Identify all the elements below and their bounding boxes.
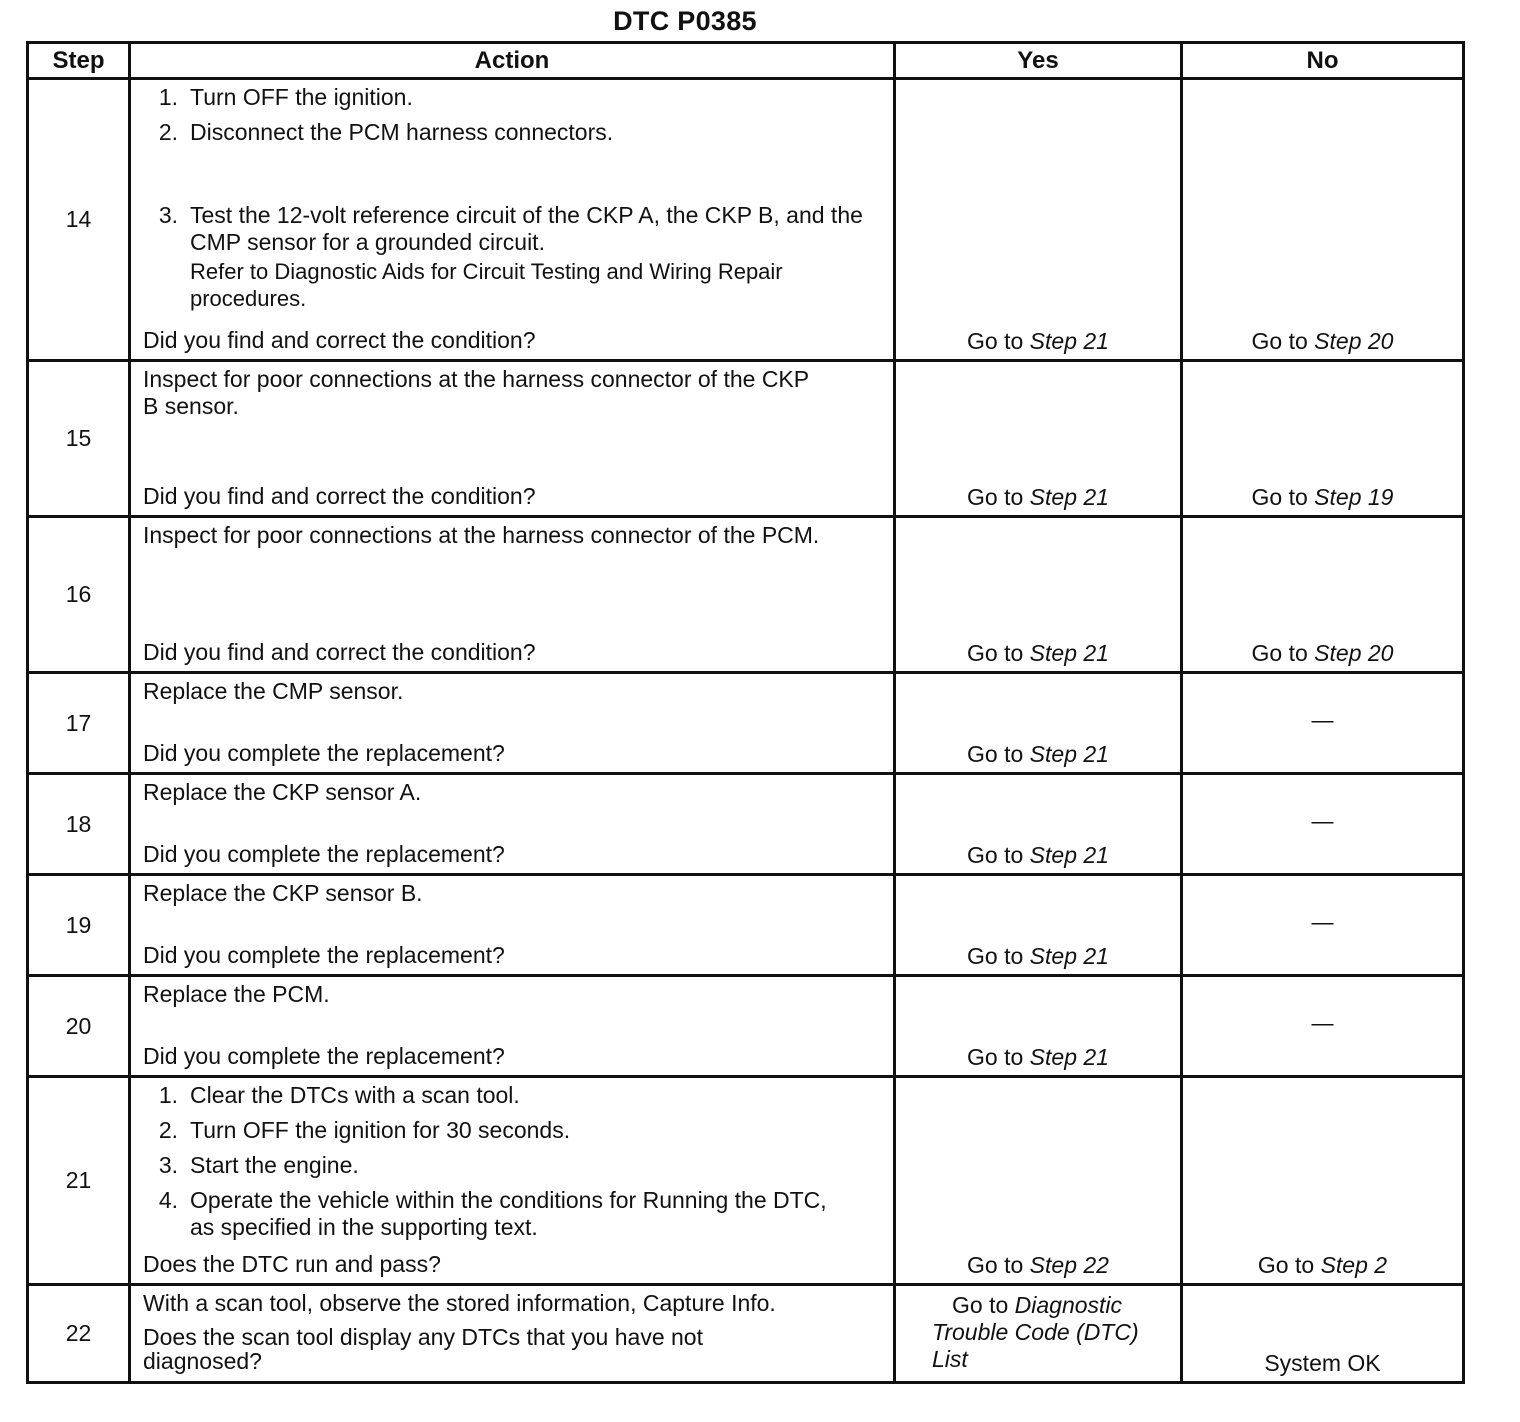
no-cell [1182, 517, 1464, 673]
step-number: 19 [28, 875, 130, 976]
yes-action: Go to Step 21 [967, 741, 1109, 767]
step-number: 18 [28, 774, 130, 875]
question-text: Did you find and correct the condition? [143, 327, 536, 353]
action-cell [130, 875, 895, 976]
action-text: Replace the CKP sensor A. [143, 779, 422, 805]
step-number: 17 [28, 673, 130, 774]
yes-cell [895, 1285, 1182, 1383]
action-text: Replace the CMP sensor. [143, 678, 404, 704]
yes-action: Go to Step 21 [967, 484, 1109, 510]
list-item: 2. Turn OFF the ignition for 30 seconds. [158, 1117, 571, 1143]
action-cell [130, 976, 895, 1077]
question-text: Does the DTC run and pass? [143, 1251, 441, 1277]
page-title: DTC P0385 [613, 6, 757, 36]
step-number: 22 [28, 1285, 130, 1383]
action-text: Inspect for poor connections at the harness connector of the CKP B sensor. [143, 366, 809, 419]
question-text: Did you complete the replacement? [143, 1043, 505, 1069]
header-no: No [1182, 43, 1464, 79]
table-row [28, 976, 1464, 1077]
list-item: 3. Start the engine. [158, 1152, 359, 1178]
header-row [28, 43, 1464, 79]
action-text: With a scan tool, observe the stored information, Capture Info. [143, 1290, 776, 1316]
list-item: 4. Operate the vehicle within the conditions for Running the DTC, as specified in the supporting text. [158, 1187, 827, 1240]
list-item: 3. Test the 12-volt reference circuit of the CKP A, the CKP B, and the CMP sensor for a grounded circuit. [158, 202, 863, 255]
yes-action: Go to Step 21 [967, 640, 1109, 666]
no-cell [1182, 1077, 1464, 1285]
action-text: Inspect for poor connections at the harness connector of the PCM. [143, 522, 820, 548]
yes-action: Go to Step 21 [967, 328, 1109, 354]
yes-cell [895, 875, 1182, 976]
note-text: Refer to Diagnostic Aids for Circuit Testing and Wiring Repair procedures. [190, 259, 783, 311]
question-text: Does the scan tool display any DTCs that you have not diagnosed? [143, 1324, 703, 1374]
step-number: 14 [28, 79, 130, 361]
action-cell [130, 1077, 895, 1285]
no-action: — [1311, 707, 1334, 733]
yes-cell [895, 517, 1182, 673]
yes-action: Go to Step 21 [967, 943, 1109, 969]
action-cell [130, 79, 895, 361]
no-action: Go to Step 19 [1251, 484, 1394, 510]
list-item: 2. Disconnect the PCM harness connectors. [158, 119, 614, 145]
no-action: — [1311, 1010, 1334, 1036]
no-action: Go to Step 2 [1257, 1252, 1388, 1278]
no-cell [1182, 875, 1464, 976]
yes-action: Go to Diagnostic Trouble Code (DTC) List [932, 1292, 1139, 1372]
no-cell [1182, 976, 1464, 1077]
step-number: 16 [28, 517, 130, 673]
table-row [28, 361, 1464, 517]
table-row [28, 1077, 1464, 1285]
table-row [28, 1285, 1464, 1383]
yes-cell [895, 79, 1182, 361]
step-number: 21 [28, 1077, 130, 1285]
action-text: Replace the CKP sensor B. [143, 880, 423, 906]
table-row [28, 79, 1464, 361]
action-cell [130, 517, 895, 673]
header-action: Action [130, 43, 895, 79]
no-cell [1182, 774, 1464, 875]
no-action: — [1311, 808, 1334, 834]
no-cell [1182, 1285, 1464, 1383]
yes-action: Go to Step 22 [967, 1252, 1109, 1278]
yes-cell [895, 774, 1182, 875]
yes-cell [895, 1077, 1182, 1285]
yes-action: Go to Step 21 [967, 842, 1109, 868]
no-action: Go to Step 20 [1251, 328, 1394, 354]
question-text: Did you complete the replacement? [143, 942, 505, 968]
yes-cell [895, 361, 1182, 517]
no-cell [1182, 361, 1464, 517]
no-cell [1182, 673, 1464, 774]
yes-cell [895, 976, 1182, 1077]
action-cell [130, 1285, 895, 1383]
list-item: 1. Turn OFF the ignition. [158, 84, 413, 110]
table-row [28, 774, 1464, 875]
no-action: System OK [1264, 1350, 1381, 1376]
question-text: Did you find and correct the condition? [143, 639, 536, 665]
action-cell [130, 774, 895, 875]
yes-cell [895, 673, 1182, 774]
no-cell [1182, 79, 1464, 361]
no-action: — [1311, 909, 1334, 935]
question-text: Did you complete the replacement? [143, 841, 505, 867]
diagnostic-table [26, 41, 1465, 1384]
table-row [28, 517, 1464, 673]
question-text: Did you complete the replacement? [143, 740, 505, 766]
list-item: 1. Clear the DTCs with a scan tool. [158, 1082, 520, 1108]
step-number: 20 [28, 976, 130, 1077]
header-step: Step [28, 43, 130, 79]
header-yes: Yes [895, 43, 1182, 79]
table-row [28, 875, 1464, 976]
question-text: Did you find and correct the condition? [143, 483, 536, 509]
step-number: 15 [28, 361, 130, 517]
table-row [28, 673, 1464, 774]
no-action: Go to Step 20 [1251, 640, 1394, 666]
yes-action: Go to Step 21 [967, 1044, 1109, 1070]
action-text: Replace the PCM. [143, 981, 330, 1007]
action-cell [130, 673, 895, 774]
action-cell [130, 361, 895, 517]
